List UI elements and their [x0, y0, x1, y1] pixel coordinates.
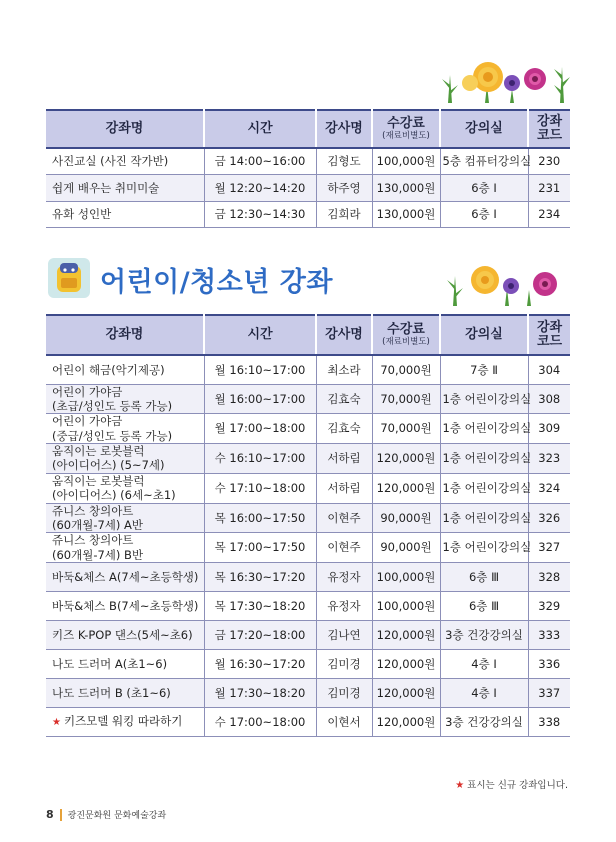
- cell-fee: 120,000원: [372, 621, 440, 650]
- header-fee-label: 수강료: [387, 115, 425, 131]
- cell-time: 목 17:30~18:20: [204, 592, 316, 621]
- course-name: 사진교실 (사진 작가반): [52, 154, 169, 169]
- header-fee-sub: (재료비별도): [382, 337, 430, 348]
- cell-teacher: 김미경: [316, 650, 372, 679]
- cell-fee: 100,000원: [372, 563, 440, 592]
- footer-text: 광진문화원 문화예술강좌: [67, 811, 167, 821]
- cell-teacher: 김형도: [316, 148, 372, 175]
- course-name: 바둑&체스 B(7세~초등학생): [52, 598, 199, 613]
- cell-code: 324: [528, 473, 570, 503]
- flower-illustration-top: [440, 55, 570, 105]
- cell-room: 7층 Ⅱ: [440, 355, 528, 384]
- cell-name: [46, 473, 204, 503]
- cell-room: 6층 Ⅲ: [440, 563, 528, 592]
- cell-room: 3층 건강강의실: [440, 708, 528, 737]
- footer-divider: [60, 809, 62, 821]
- cell-name: [46, 679, 204, 708]
- cell-code: 327: [528, 533, 570, 563]
- cell-name: [46, 621, 204, 650]
- cell-time: 금 17:20~18:00: [204, 621, 316, 650]
- cell-code: 338: [528, 708, 570, 737]
- table-row: [46, 592, 570, 621]
- table-row: [46, 473, 570, 503]
- cell-time: 목 16:30~17:20: [204, 563, 316, 592]
- course-name: 나도 드러머 B (초1~6): [52, 685, 171, 700]
- cell-teacher: 김미경: [316, 679, 372, 708]
- header-time: 시간: [204, 315, 316, 355]
- cell-fee: 130,000원: [372, 175, 440, 202]
- cell-code: 234: [528, 201, 570, 228]
- cell-time: 월 12:20~14:20: [204, 175, 316, 202]
- cell-teacher: 이현주: [316, 503, 372, 533]
- cell-room: 4층 Ⅰ: [440, 650, 528, 679]
- cell-code: 304: [528, 355, 570, 384]
- cell-teacher: 김희라: [316, 201, 372, 228]
- cell-time: 수 17:10~18:00: [204, 473, 316, 503]
- table-row: [46, 148, 570, 175]
- cell-name: [46, 148, 204, 175]
- footnote-text: 표시는 신규 강좌입니다.: [467, 780, 568, 791]
- cell-fee: 90,000원: [372, 533, 440, 563]
- cell-time: 월 17:30~18:20: [204, 679, 316, 708]
- cell-name: [46, 355, 204, 384]
- cell-code: 323: [528, 444, 570, 474]
- table-row: [46, 533, 570, 563]
- header-fee-sub: (재료비별도): [382, 131, 430, 142]
- cell-room: 3층 건강강의실: [440, 621, 528, 650]
- table-row: [46, 355, 570, 384]
- course-table-adult: [46, 109, 570, 228]
- cell-fee: 120,000원: [372, 444, 440, 474]
- header-name: 강좌명: [46, 110, 204, 148]
- header-code: 강좌 코드: [528, 110, 570, 148]
- cell-time: 월 16:10~17:00: [204, 355, 316, 384]
- cell-teacher: 이현서: [316, 708, 372, 737]
- cell-time: 월 16:30~17:20: [204, 650, 316, 679]
- cell-teacher: 김효숙: [316, 414, 372, 444]
- header-code: 강좌 코드: [528, 315, 570, 355]
- cell-name: [46, 414, 204, 444]
- cell-name: [46, 563, 204, 592]
- footnote: [455, 777, 568, 791]
- table-row: [46, 679, 570, 708]
- flower-illustration-middle: [445, 262, 570, 306]
- cell-name: [46, 444, 204, 474]
- header-time: 시간: [204, 110, 316, 148]
- table-row: [46, 384, 570, 414]
- course-name: 쉽게 배우는 취미미술: [52, 180, 160, 195]
- cell-fee: 70,000원: [372, 355, 440, 384]
- cell-teacher: 하주영: [316, 175, 372, 202]
- header-name: 강좌명: [46, 315, 204, 355]
- course-name: 어린이 해금(악기제공): [52, 362, 165, 377]
- header-room: 강의실: [440, 315, 528, 355]
- cell-room: 1층 어린이강의실: [440, 414, 528, 444]
- header-fee: [372, 110, 440, 148]
- cell-room: 1층 어린이강의실: [440, 503, 528, 533]
- page-number: 8: [46, 808, 54, 821]
- cell-code: 337: [528, 679, 570, 708]
- cell-teacher: 이현주: [316, 533, 372, 563]
- table-header-row: [46, 110, 570, 148]
- cell-code: 230: [528, 148, 570, 175]
- cell-room: 1층 어린이강의실: [440, 533, 528, 563]
- table-row: [46, 650, 570, 679]
- cell-name: [46, 708, 204, 737]
- cell-code: 329: [528, 592, 570, 621]
- cell-name: [46, 201, 204, 228]
- cell-code: 336: [528, 650, 570, 679]
- cell-name: [46, 384, 204, 414]
- cell-code: 308: [528, 384, 570, 414]
- page-footer: [46, 808, 166, 821]
- cell-name: [46, 175, 204, 202]
- cell-fee: 70,000원: [372, 384, 440, 414]
- course-name: 나도 드러머 A(초1~6): [52, 656, 168, 671]
- course-name: 어린이 가야금 (중급/성인도 등록 가능): [52, 414, 173, 443]
- cell-room: 6층 Ⅲ: [440, 592, 528, 621]
- new-star-icon: ★: [455, 780, 465, 791]
- cell-room: 1층 어린이강의실: [440, 444, 528, 474]
- cell-fee: 70,000원: [372, 414, 440, 444]
- backpack-icon: [48, 258, 90, 298]
- cell-code: 326: [528, 503, 570, 533]
- header-teacher: 강사명: [316, 315, 372, 355]
- cell-teacher: 서하림: [316, 444, 372, 474]
- cell-room: 4층 Ⅰ: [440, 679, 528, 708]
- new-star-icon: ★: [52, 717, 61, 729]
- cell-time: 월 17:00~18:00: [204, 414, 316, 444]
- cell-fee: 90,000원: [372, 503, 440, 533]
- cell-code: 231: [528, 175, 570, 202]
- table-row: [46, 201, 570, 228]
- cell-time: 목 17:00~17:50: [204, 533, 316, 563]
- cell-teacher: 최소라: [316, 355, 372, 384]
- cell-fee: 120,000원: [372, 473, 440, 503]
- table-row: [46, 503, 570, 533]
- cell-teacher: 유정자: [316, 592, 372, 621]
- cell-teacher: 김효숙: [316, 384, 372, 414]
- cell-time: 수 17:00~18:00: [204, 708, 316, 737]
- cell-fee: 120,000원: [372, 650, 440, 679]
- cell-time: 금 14:00~16:00: [204, 148, 316, 175]
- cell-teacher: 김나연: [316, 621, 372, 650]
- cell-room: 1층 어린이강의실: [440, 384, 528, 414]
- cell-time: 수 16:10~17:00: [204, 444, 316, 474]
- cell-room: 6층 Ⅰ: [440, 201, 528, 228]
- course-name: 움직이는 로봇블럭 (아이디어스) (6세~초1): [52, 473, 176, 503]
- cell-name: [46, 650, 204, 679]
- header-fee: [372, 315, 440, 355]
- cell-fee: 100,000원: [372, 148, 440, 175]
- table-row: [46, 563, 570, 592]
- cell-teacher: 유정자: [316, 563, 372, 592]
- cell-room: 5층 컴퓨터강의실: [440, 148, 528, 175]
- course-name: 쥬니스 창의아트 (60개월-7세) B반: [52, 533, 144, 562]
- course-name: 유화 성인반: [52, 207, 112, 222]
- course-name: 키즈 K-POP 댄스(5세~초6): [52, 627, 193, 642]
- table-header-row: [46, 315, 570, 355]
- table-row: [46, 414, 570, 444]
- course-name: 움직이는 로봇블럭 (아이디어스) (5~7세): [52, 444, 165, 473]
- course-name: 쥬니스 창의아트 (60개월-7세) A반: [52, 503, 144, 532]
- cell-name: [46, 503, 204, 533]
- course-name: 어린이 가야금 (초급/성인도 등록 가능): [52, 384, 173, 413]
- table-row: [46, 621, 570, 650]
- cell-fee: 130,000원: [372, 201, 440, 228]
- cell-time: 목 16:00~17:50: [204, 503, 316, 533]
- course-table-kids: [46, 314, 570, 737]
- header-room: 강의실: [440, 110, 528, 148]
- header-teacher: 강사명: [316, 110, 372, 148]
- cell-time: 금 12:30~14:30: [204, 201, 316, 228]
- cell-teacher: 서하림: [316, 473, 372, 503]
- cell-code: 328: [528, 563, 570, 592]
- cell-time: 월 16:00~17:00: [204, 384, 316, 414]
- cell-name: [46, 533, 204, 563]
- cell-room: 1층 어린이강의실: [440, 473, 528, 503]
- table-row: [46, 175, 570, 202]
- section-title: 어린이/청소년 강좌: [100, 267, 333, 298]
- cell-fee: 120,000원: [372, 679, 440, 708]
- table-row: [46, 708, 570, 737]
- cell-name: [46, 592, 204, 621]
- cell-room: 6층 Ⅰ: [440, 175, 528, 202]
- cell-code: 333: [528, 621, 570, 650]
- cell-fee: 100,000원: [372, 592, 440, 621]
- table-row: [46, 444, 570, 474]
- course-name: 키즈모델 워킹 따라하기: [63, 714, 183, 729]
- header-fee-label: 수강료: [387, 321, 425, 337]
- cell-fee: 120,000원: [372, 708, 440, 737]
- course-name: 바둑&체스 A(7세~초등학생): [52, 569, 199, 584]
- cell-code: 309: [528, 414, 570, 444]
